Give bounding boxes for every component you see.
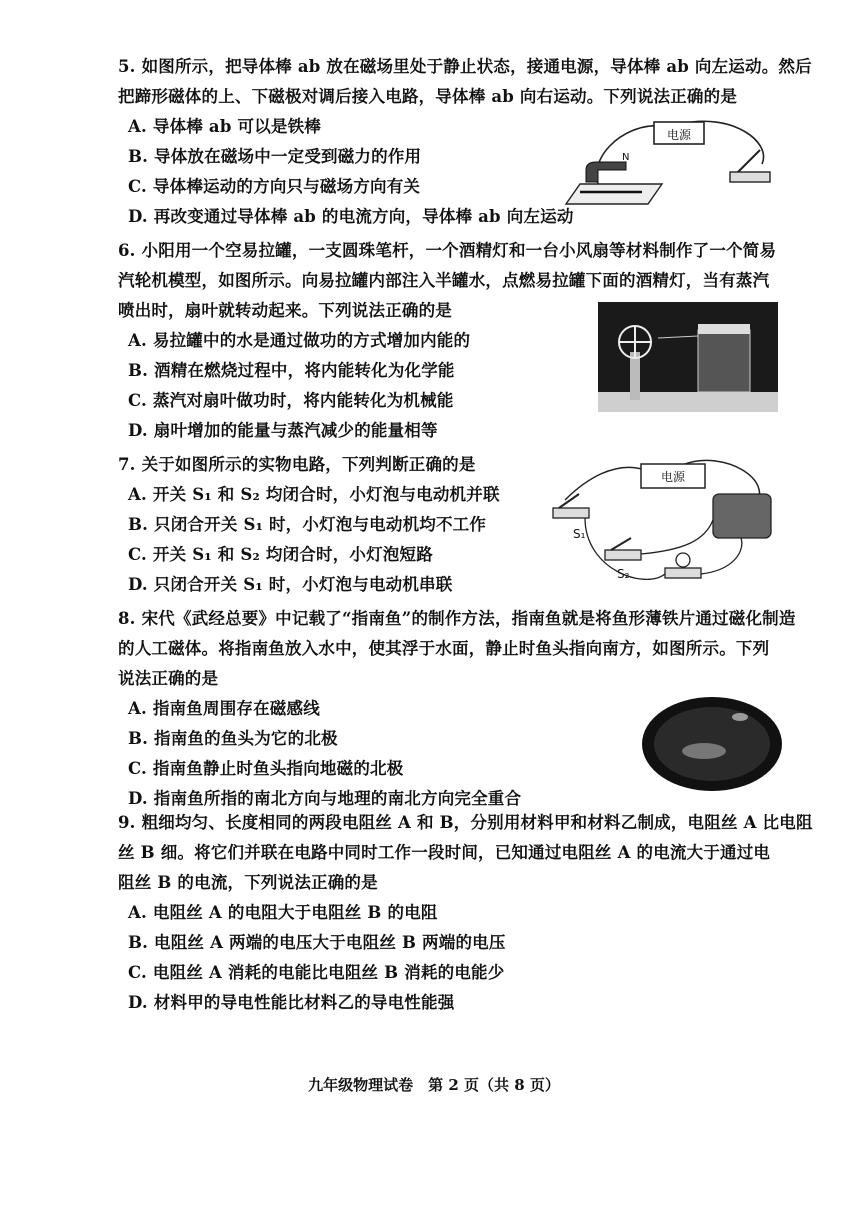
q6-figure-steam-turbine-photo (598, 302, 778, 412)
q8-option-d: D. 指南鱼所指的南北方向与地理的南北方向完全重合 (128, 789, 522, 808)
q8-stem-line-3: 说法正确的是 (118, 669, 219, 688)
q6-stem-line-3: 喷出时，扇叶就转动起来。下列说法正确的是 (118, 301, 452, 320)
q6-stem-line-1: 6. 小阳用一个空易拉罐，一支圆珠笔杆，一个酒精灯和一台小风扇等材料制作了一个简易 (118, 241, 777, 260)
q5-stem-line-1: 5. 如图所示，把导体棒 ab 放在磁场里处于静止状态，接通电源，导体棒 ab 向左运动。然后 (118, 57, 812, 76)
q9-option-c: C. 电阻丝 A 消耗的电能比电阻丝 B 消耗的电能少 (128, 963, 505, 982)
q9-option-a: A. 电阻丝 A 的电阻大于电阻丝 B 的电阻 (128, 903, 438, 922)
q6-option-d: D. 扇叶增加的能量与蒸汽减少的能量相等 (128, 421, 438, 440)
q8-option-c: C. 指南鱼静止时鱼头指向地磁的北极 (128, 759, 404, 778)
q7-option-c: C. 开关 S₁ 和 S₂ 均闭合时，小灯泡短路 (128, 545, 433, 564)
q7-option-b: B. 只闭合开关 S₁ 时，小灯泡与电动机均不工作 (128, 515, 487, 534)
q7-option-a: A. 开关 S₁ 和 S₂ 均闭合时，小灯泡与电动机并联 (128, 485, 500, 504)
q7-s1-label: S₁ (573, 527, 586, 541)
q6-option-c: C. 蒸汽对扇叶做功时，将内能转化为机械能 (128, 391, 454, 410)
q5-option-b: B. 导体放在磁场中一定受到磁力的作用 (128, 147, 422, 166)
q8-figure-south-fish-bowl-photo (640, 695, 785, 793)
q6-option-b: B. 酒精在燃烧过程中，将内能转化为化学能 (128, 361, 455, 380)
q9-option-b: B. 电阻丝 A 两端的电压大于电阻丝 B 两端的电压 (128, 933, 506, 952)
q5-pole-label: N (622, 152, 630, 163)
q7-power-label: 电源 (660, 470, 686, 484)
q5-option-d: D. 再改变通过导体棒 ab 的电流方向，导体棒 ab 向左运动 (128, 207, 574, 226)
q9-stem-line-2: 丝 B 细。将它们并联在电路中同时工作一段时间，已知通过电阻丝 A 的电流大于通过电 (118, 843, 771, 862)
q7-stem-line-1: 7. 关于如图所示的实物电路，下列判断正确的是 (118, 455, 476, 474)
q5-option-c: C. 导体棒运动的方向只与磁场方向有关 (128, 177, 421, 196)
q9-stem-line-1: 9. 粗细均匀、长度相同的两段电阻丝 A 和 B，分别用材料甲和材料乙制成，电阻丝 A 比电阻 (118, 813, 813, 832)
q8-stem-line-1: 8. 宋代《武经总要》中记载了“指南鱼”的制作方法，指南鱼就是将鱼形薄铁片通过磁化制造 (118, 609, 796, 628)
q7-s2-label: S₂ (617, 567, 630, 581)
q8-option-a: A. 指南鱼周围存在磁感线 (128, 699, 320, 718)
q7-option-d: D. 只闭合开关 S₁ 时，小灯泡与电动机串联 (128, 575, 453, 594)
q9-stem-line-3: 阻丝 B 的电流，下列说法正确的是 (118, 873, 378, 892)
q9-option-d: D. 材料甲的导电性能比材料乙的导电性能强 (128, 993, 455, 1012)
q8-option-b: B. 指南鱼的鱼头为它的北极 (128, 729, 338, 748)
q5-figure-magnet-circuit (562, 112, 792, 218)
q6-stem-line-2: 汽轮机模型，如图所示。向易拉罐内部注入半罐水，点燃易拉罐下面的酒精灯，当有蒸汽 (118, 271, 770, 290)
page-footer: 九年级物理试卷 第 2 页（共 8 页） (308, 1076, 560, 1094)
q6-option-a: A. 易拉罐中的水是通过做功的方式增加内能的 (128, 331, 471, 350)
q5-stem-line-2: 把蹄形磁体的上、下磁极对调后接入电路，导体棒 ab 向右运动。下列说法正确的是 (118, 87, 738, 106)
q5-power-label: 电源 (666, 128, 692, 142)
q8-stem-line-2: 的人工磁体。将指南鱼放入水中，使其浮于水面，静止时鱼头指向南方，如图所示。下列 (118, 639, 770, 658)
q5-option-a: A. 导体棒 ab 可以是铁棒 (128, 117, 322, 136)
q7-figure-physical-circuit (545, 450, 790, 595)
question-9 (118, 808, 813, 1018)
